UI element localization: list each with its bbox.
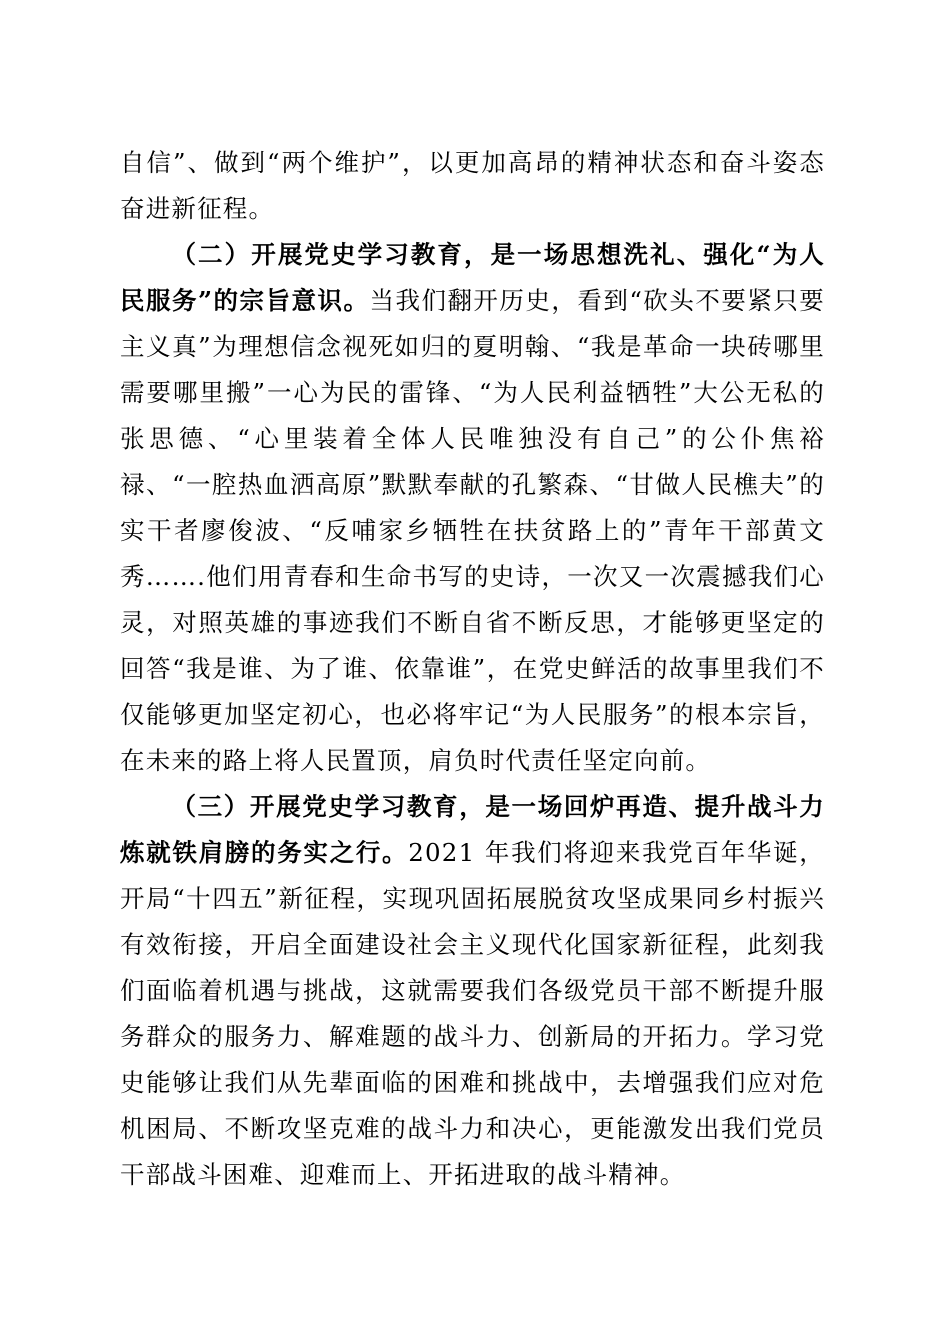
paragraph-text: 2021 年我们将迎来我党百年华诞，开局“十四五”新征程，实现巩固拓展脱贫攻坚成果同乡村振兴有效衔接，开启全面建设社会主义现代化国家新征程，此刻我们面临着机遇与挑战，这就需要我们各级党员干部不断提升服务群众的服务力、解难题的战斗力、创新局的开拓力。学习党史能够让我们从先辈面临的困难和挑战中，去增强我们应对危机困局、不断攻坚克难的战斗力和决心，更能激发出我们党员干部战斗困难、迎难而上、开拓进取的战斗精神。 (120, 838, 825, 1189)
paragraph-section-three (120, 784, 825, 1198)
section-two-heading: （二）开展党史学习教育，是一场思想洗礼、强化“为人民服务”的宗旨意识。 (120, 240, 825, 315)
section-three-heading: （三）开展党史学习教育，是一场回炉再造、提升战斗力炼就铁肩膀的务实之行。 (120, 792, 825, 867)
document-body (120, 140, 825, 1198)
paragraph-continuation (120, 140, 825, 232)
paragraph-section-two (120, 232, 825, 784)
paragraph-text: 自信”、做到“两个维护”，以更加高昂的精神状态和奋斗姿态奋进新征程。 (120, 148, 825, 223)
paragraph-text: 当我们翻开历史，看到“砍头不要紧只要主义真”为理想信念视死如归的夏明翰、“我是革命一块砖哪里需要哪里搬”一心为民的雷锋、“为人民利益牺牲”大公无私的张思德、“心里装着全体人民唯独没有自己”的公仆焦裕禄、“一腔热血洒高原”默默奉献的孔繁森、“甘做人民樵夫”的实干者廖俊波、“反哺家乡牺牲在扶贫路上的”青年干部黄文秀…….他们用青春和生命书写的史诗，一次又一次震撼我们心灵，对照英雄的事迹我们不断自省不断反思，才能够更坚定的回答“我是谁、为了谁、依靠谁”，在党史鲜活的故事里我们不仅能够更加坚定初心，也必将牢记“为人民服务”的根本宗旨，在未来的路上将人民置顶，肩负时代责任坚定向前。 (120, 286, 826, 775)
